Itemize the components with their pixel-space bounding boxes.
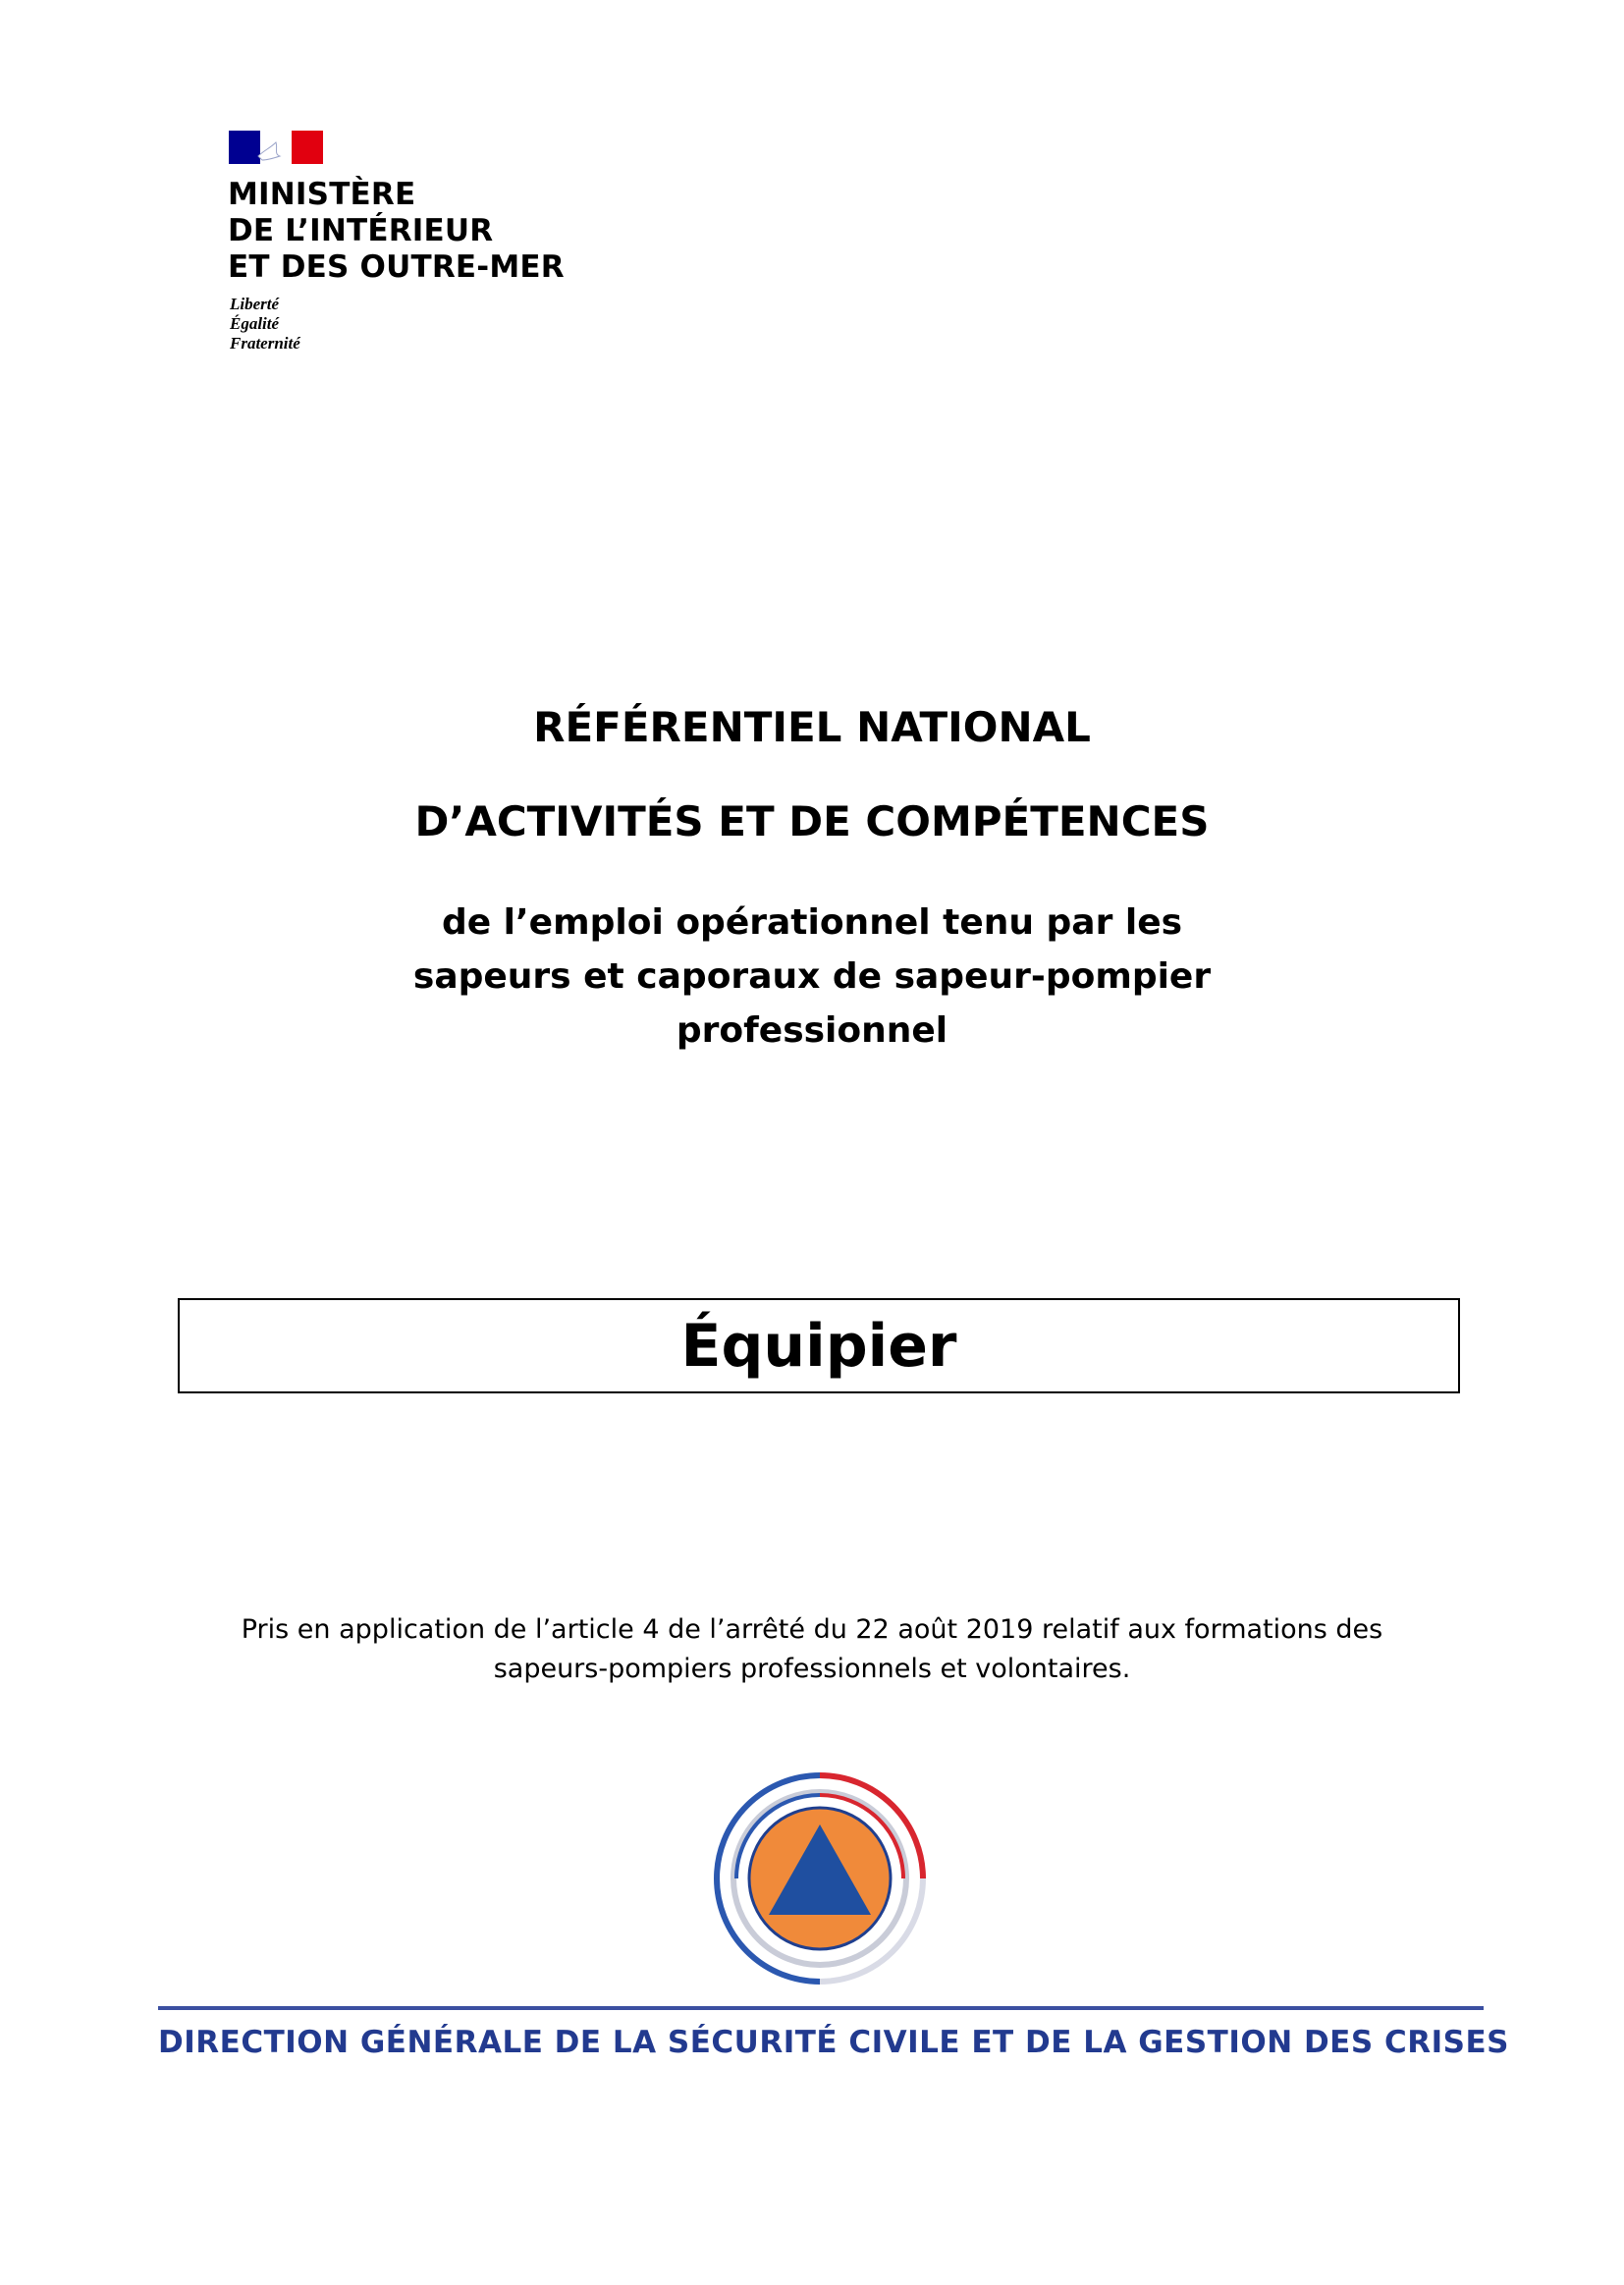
role-box	[178, 1298, 1460, 1393]
ministry-line: DE L’INTÉRIEUR	[228, 213, 494, 248]
document-title-line-1: RÉFÉRENTIEL NATIONAL	[533, 703, 1091, 751]
ministry-name	[228, 177, 565, 286]
document-subtitle	[0, 896, 1624, 1058]
legal-mention	[0, 1610, 1624, 1689]
legal-line: sapeurs-pompiers professionnels et volontaires.	[493, 1654, 1131, 1684]
ministry-line: MINISTÈRE	[228, 177, 416, 212]
document-title-line-2: D’ACTIVITÉS ET DE COMPÉTENCES	[414, 797, 1210, 845]
motto-line: Égalité	[230, 314, 280, 333]
civil-protection-emblem-icon	[709, 1768, 931, 1989]
legal-line: Pris en application de l’article 4 de l’arrêté du 22 août 2019 relatif aux formations des	[241, 1614, 1383, 1645]
direction-name: DIRECTION GÉNÉRALE DE LA SÉCURITÉ CIVILE ET DE LA GESTION DES CRISES	[158, 2025, 1509, 2060]
role-title: Équipier	[680, 1311, 957, 1381]
subtitle-line: de l’emploi opérationnel tenu par les	[441, 902, 1183, 943]
subtitle-line: professionnel	[676, 1010, 948, 1051]
footer-rule	[158, 2006, 1484, 2010]
motto-line: Liberté	[230, 295, 280, 313]
motto-line: Fraternité	[230, 334, 300, 353]
marianne-flag-icon	[229, 131, 323, 164]
republic-motto	[230, 295, 300, 354]
ministry-line: ET DES OUTRE-MER	[228, 249, 565, 285]
subtitle-line: sapeurs et caporaux de sapeur-pompier	[412, 956, 1212, 997]
